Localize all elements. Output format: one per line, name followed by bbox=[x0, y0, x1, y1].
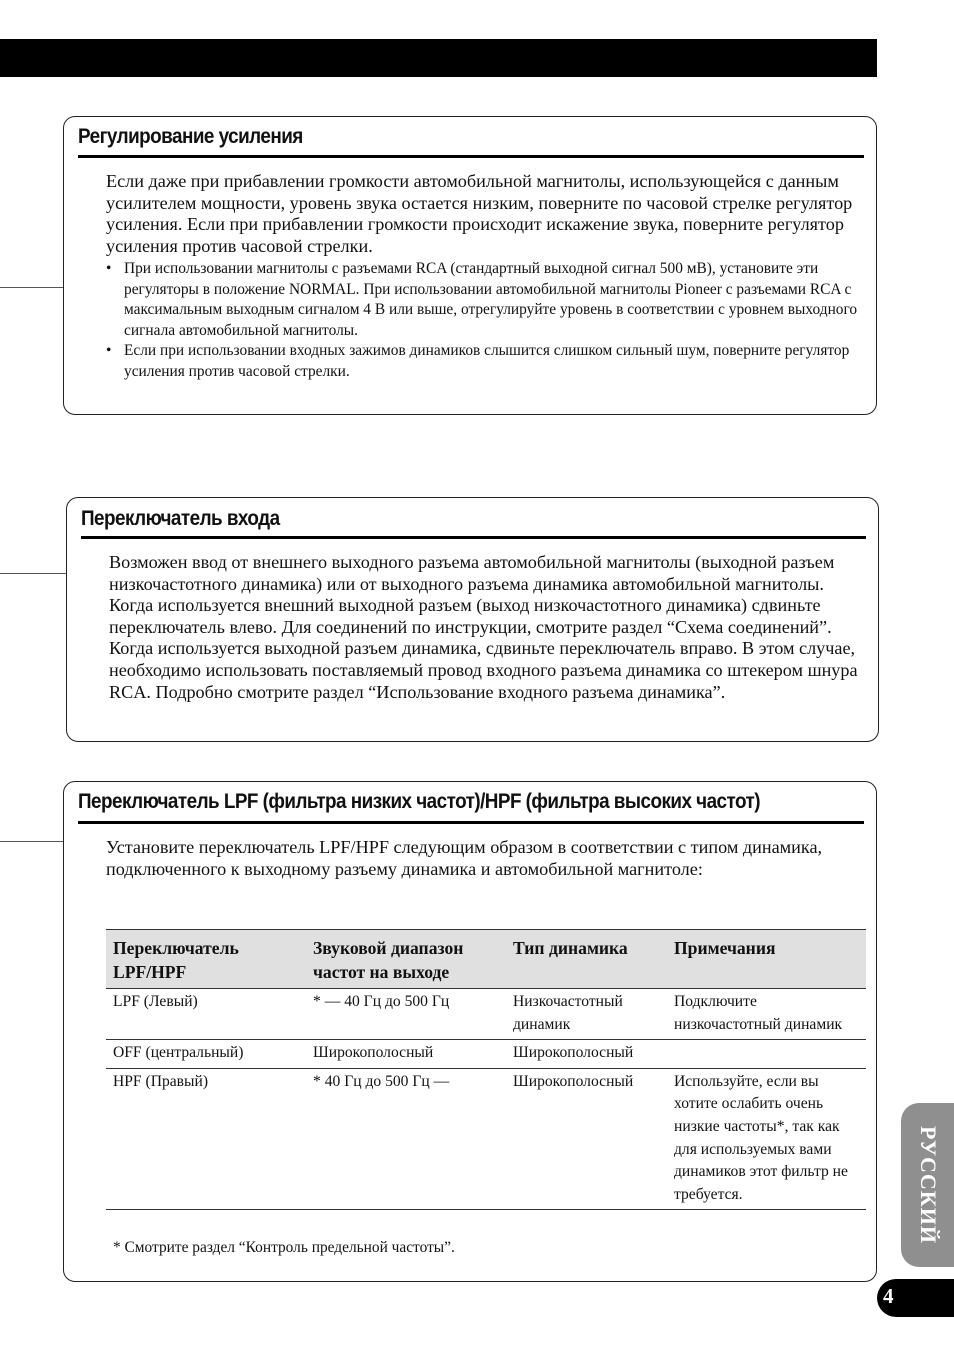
filter-intro: Установите переключатель LPF/HPF следующим образом в соответствии с типом динамика, подключенного к выходному разъему динамика и автомобильной магнитоле: bbox=[106, 837, 823, 879]
table-cell: LPF (Левый) bbox=[106, 989, 306, 1040]
gain-title: Регулирование усиления bbox=[78, 125, 303, 148]
table-cell: * 40 Гц до 500 Гц — bbox=[306, 1068, 506, 1210]
header-bar bbox=[0, 39, 877, 77]
table-header-row bbox=[106, 930, 866, 989]
filter-table bbox=[106, 929, 866, 1210]
column-header: Тип динамика bbox=[506, 930, 667, 989]
table-row bbox=[106, 1040, 866, 1069]
input-title: Переключатель входа bbox=[81, 507, 280, 530]
table-cell: * — 40 Гц до 500 Гц bbox=[306, 989, 506, 1040]
gain-note: • Если при использовании входных зажимов динамиков слышится слишком сильный шум, поверните регулятор усиления против часовой стрелки. bbox=[106, 341, 864, 382]
input-section bbox=[66, 497, 879, 742]
table-row bbox=[106, 1068, 866, 1210]
margin-rule bbox=[0, 573, 66, 574]
column-header: Звуковой диапазон частот на выходе bbox=[306, 930, 506, 989]
table-cell bbox=[667, 1040, 866, 1069]
title-rule bbox=[81, 536, 866, 539]
filter-section bbox=[63, 781, 877, 1282]
table-cell: Широкополосный bbox=[306, 1040, 506, 1069]
table-cell: Подключите низкочастотный динамик bbox=[667, 989, 866, 1040]
footnote: * Смотрите раздел “Контроль предельной частоты”. bbox=[113, 1239, 455, 1256]
gain-notes bbox=[106, 259, 864, 383]
column-header: Примечания bbox=[667, 930, 866, 989]
title-rule bbox=[78, 821, 864, 824]
margin-rule bbox=[0, 841, 64, 842]
table-cell: Широкополосный bbox=[506, 1040, 667, 1069]
gain-section bbox=[63, 116, 877, 415]
gain-note: • При использовании магнитолы с разъемами RCA (стандартный выходной сигнал 500 мВ), установите эти регуляторы в положение NORMAL. При использовании автомобильной магнитолы Pioneer с разъемами RCA с максимальным выходным сигналом 4 В или выше, отрегулируйте уровень в соответствии с уровнем выходного сигнала автомобильной магнитолы. bbox=[106, 259, 864, 341]
language-tab bbox=[901, 1103, 954, 1267]
title-rule bbox=[78, 155, 864, 158]
table-cell: HPF (Правый) bbox=[106, 1068, 306, 1210]
page-number: 4 bbox=[883, 1284, 894, 1308]
filter-title: Переключатель LPF (фильтра низких частот)/HPF (фильтра высоких частот) bbox=[78, 790, 760, 813]
table-row bbox=[106, 989, 866, 1040]
input-text: Возможен ввод от внешнего выходного разъема автомобильной магнитолы (выходной разъем низкочастотного динамика) или от выходного разъема динамика автомобильной магнитолы. Когда используется внешний выходной разъем (выход низкочастотного динамика) сдвиньте переключатель влево. Для соединений по инструкции, смотрите раздел “Схема соединений”. Когда используется выходной разъем динамика, сдвиньте переключатель вправо. В этом случае, необходимо использовать поставляемый провод входного разъема динамика со штекером шнура RCA. Подробно смотрите раздел “Использование входного разъема динамика”. bbox=[109, 552, 858, 702]
column-header: Переключатель LPF/HPF bbox=[106, 930, 306, 989]
table-cell: OFF (центральный) bbox=[106, 1040, 306, 1069]
gain-intro: Если даже при прибавлении громкости автомобильной магнитолы, использующейся с данным усилителем мощности, уровень звука остается низким, поверните по часовой стрелке регулятор усиления. Если при прибавлении громкости происходит искажение звука, поверните регулятор усиления против часовой стрелки. bbox=[106, 171, 853, 256]
table-cell: Используйте, если вы хотите ослабить очень низкие частоты*, так как для используемых вами динамиков этот фильтр не требуется. bbox=[667, 1068, 866, 1210]
margin-rule bbox=[0, 287, 64, 288]
table-cell: Широкополосный bbox=[506, 1068, 667, 1210]
language-label: РУССКИЙ bbox=[915, 1126, 941, 1244]
table-cell: Низкочастотный динамик bbox=[506, 989, 667, 1040]
page-number-tab bbox=[877, 1279, 954, 1317]
